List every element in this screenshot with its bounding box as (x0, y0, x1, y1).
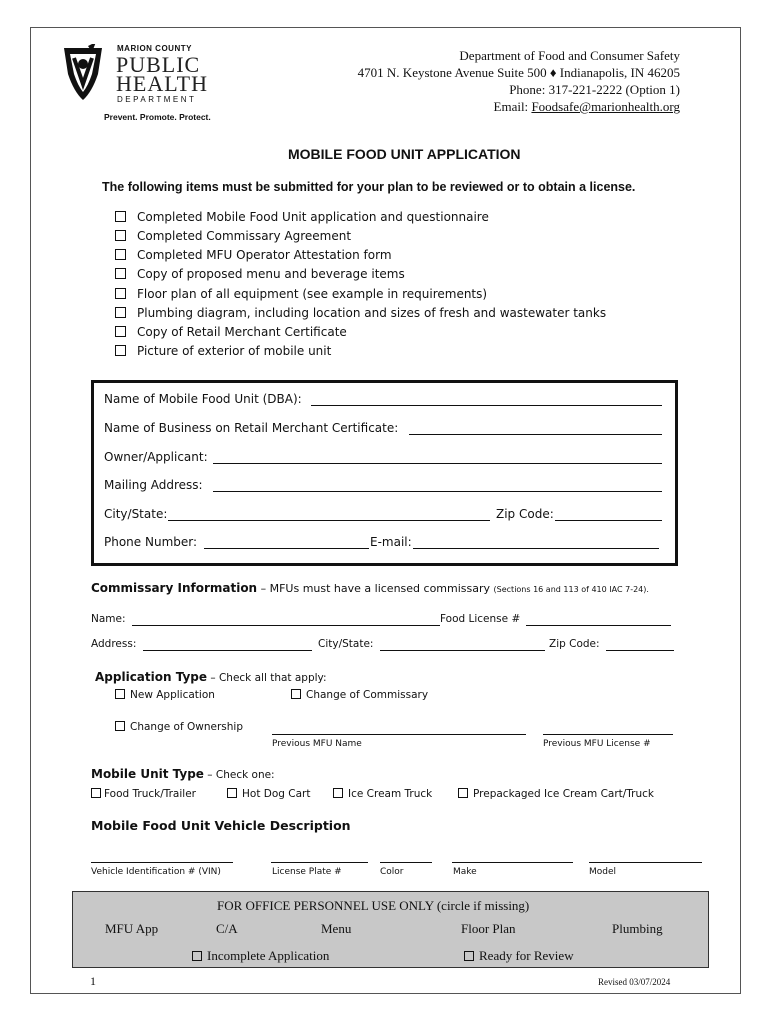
prepackaged-cart-option[interactable] (458, 788, 654, 800)
business-name-label: Name of Business on Retail Merchant Certificate: (104, 421, 399, 435)
ice-cream-truck-label: Ice Cream Truck (348, 788, 433, 800)
checklist-item[interactable] (115, 210, 489, 224)
logo-county: MARION COUNTY (117, 44, 192, 53)
application-type-heading: Application Type (95, 670, 208, 684)
logo-public: PUBLIC (116, 52, 201, 77)
commissary-heading: Commissary Information (91, 581, 258, 595)
business-name-field[interactable] (409, 434, 662, 435)
commissary-city-label: City/State: (318, 638, 374, 650)
ready-for-review-label: Ready for Review (479, 948, 574, 963)
city-state-field[interactable] (168, 520, 490, 521)
checklist-item-label: Copy of proposed menu and beverage items (137, 267, 405, 281)
commissary-desc: – MFUs must have a licensed commissary (257, 582, 494, 595)
prepackaged-cart-label: Prepackaged Ice Cream Cart/Truck (473, 788, 655, 800)
commissary-city-field[interactable] (380, 650, 545, 651)
logo-health: HEALTH (116, 71, 208, 96)
change-ownership-label: Change of Ownership (130, 721, 243, 733)
header-email-line (494, 99, 680, 115)
commissary-address-field[interactable] (143, 650, 312, 651)
revised-date: Revised 03/07/2024 (598, 977, 671, 987)
change-commissary-label: Change of Commissary (306, 689, 429, 701)
header-email-link[interactable]: Foodsafe@marionhealth.org (531, 99, 680, 114)
previous-mfu-name-caption: Previous MFU Name (272, 739, 362, 749)
model-caption: Model (589, 867, 617, 877)
page-title: MOBILE FOOD UNIT APPLICATION (288, 146, 521, 162)
checklist-item-label: Copy of Retail Merchant Certificate (137, 325, 347, 339)
checkbox-icon (115, 288, 126, 299)
checklist-item[interactable] (115, 248, 392, 262)
ready-for-review-option[interactable] (464, 948, 574, 964)
office-item-menu: Menu (321, 921, 352, 936)
city-state-label: City/State: (104, 507, 168, 521)
checklist-item[interactable] (115, 306, 606, 320)
checkbox-icon (115, 721, 125, 731)
vehicle-description-heading: Mobile Food Unit Vehicle Description (91, 818, 351, 833)
color-caption: Color (380, 867, 404, 877)
model-field[interactable] (589, 862, 702, 863)
checklist-item-label: Completed Commissary Agreement (137, 229, 352, 243)
vin-caption: Vehicle Identification # (VIN) (91, 867, 221, 877)
hot-dog-cart-option[interactable] (227, 788, 311, 800)
checklist-item-label: Picture of exterior of mobile unit (137, 344, 332, 358)
checkbox-icon (291, 689, 301, 699)
incomplete-application-label: Incomplete Application (207, 948, 330, 963)
license-plate-field[interactable] (271, 862, 368, 863)
zip-label: Zip Code: (496, 507, 554, 521)
make-field[interactable] (452, 862, 573, 863)
office-item-mfu-app: MFU App (105, 921, 159, 936)
unit-type-heading: Mobile Unit Type (91, 767, 204, 781)
checkbox-icon (333, 788, 343, 798)
checkbox-icon (115, 326, 126, 337)
new-application-option[interactable] (115, 689, 215, 701)
application-type-heading-line (95, 670, 327, 684)
make-caption: Make (453, 867, 477, 877)
header-department: Department of Food and Consumer Safety (459, 48, 680, 63)
checkbox-icon (458, 788, 468, 798)
checklist-item-label: Completed MFU Operator Attestation form (137, 248, 392, 262)
food-truck-option[interactable] (91, 788, 196, 800)
checkbox-icon (115, 268, 126, 279)
hot-dog-cart-label: Hot Dog Cart (242, 788, 311, 800)
checkbox-icon (115, 689, 125, 699)
email-label: E-mail: (370, 535, 412, 549)
mailing-address-field[interactable] (213, 491, 662, 492)
owner-label: Owner/Applicant: (104, 450, 208, 464)
checkbox-icon (91, 788, 101, 798)
page-number: 1 (90, 974, 96, 988)
license-plate-caption: License Plate # (272, 867, 342, 877)
checkbox-icon (115, 345, 126, 356)
checklist-item[interactable] (115, 229, 351, 243)
checkbox-icon (115, 211, 126, 222)
checklist-item[interactable] (115, 344, 331, 358)
commissary-note: (Sections 16 and 113 of 410 IAC 7-24). (493, 585, 649, 594)
checkbox-icon (115, 230, 126, 241)
incomplete-application-option[interactable] (192, 948, 329, 964)
checkbox-icon (192, 951, 202, 961)
dba-field[interactable] (311, 405, 662, 406)
checkbox-icon (115, 249, 126, 260)
commissary-zip-field[interactable] (606, 650, 674, 651)
office-item-ca: C/A (216, 921, 238, 936)
commissary-name-field[interactable] (132, 625, 440, 626)
previous-mfu-name-field[interactable] (272, 734, 526, 735)
logo-tagline: Prevent. Promote. Protect. (104, 112, 211, 122)
checklist-item[interactable] (115, 287, 487, 301)
commissary-heading-line (91, 581, 649, 595)
unit-type-desc: – Check one: (203, 769, 275, 781)
ice-cream-truck-option[interactable] (333, 788, 432, 800)
checklist-item[interactable] (115, 325, 347, 339)
change-ownership-option[interactable] (115, 721, 243, 733)
mailing-address-label: Mailing Address: (104, 478, 203, 492)
shield-emblem-icon (62, 44, 104, 104)
food-truck-label: Food Truck/Trailer (104, 788, 196, 800)
office-item-plumbing: Plumbing (612, 921, 663, 936)
color-field[interactable] (380, 862, 432, 863)
logo-department: DEPARTMENT (117, 95, 197, 104)
application-type-desc: – Check all that apply: (207, 672, 327, 684)
unit-type-heading-line (91, 767, 275, 781)
previous-mfu-license-field[interactable] (543, 734, 673, 735)
checkbox-icon (464, 951, 474, 961)
change-commissary-option[interactable] (291, 689, 428, 701)
checklist-item[interactable] (115, 267, 405, 281)
dba-label: Name of Mobile Food Unit (DBA): (104, 392, 302, 406)
phone-field[interactable] (204, 548, 369, 549)
header-address: 4701 N. Keystone Avenue Suite 500 ♦ Indianapolis, IN 46205 (357, 65, 680, 80)
office-item-floor-plan: Floor Plan (461, 921, 516, 936)
previous-mfu-license-caption: Previous MFU License # (543, 739, 651, 749)
zip-field[interactable] (555, 520, 662, 521)
checkbox-icon (115, 307, 126, 318)
commissary-address-label: Address: (91, 638, 137, 650)
header-phone: Phone: 317-221-2222 (Option 1) (509, 82, 680, 97)
vin-field[interactable] (91, 862, 233, 863)
checkbox-icon (227, 788, 237, 798)
email-field[interactable] (413, 548, 659, 549)
commissary-name-label: Name: (91, 613, 126, 625)
owner-field[interactable] (213, 463, 662, 464)
health-department-logo (62, 42, 232, 122)
office-use-heading: FOR OFFICE PERSONNEL USE ONLY (circle if missing) (217, 898, 530, 913)
food-license-label: Food License # (440, 613, 521, 625)
checklist-item-label: Completed Mobile Food Unit application and questionnaire (137, 210, 489, 224)
header-email-label: Email: (493, 99, 532, 114)
checklist-item-label: Plumbing diagram, including location and sizes of fresh and wastewater tanks (137, 306, 607, 320)
new-application-label: New Application (130, 689, 215, 701)
commissary-zip-label: Zip Code: (549, 638, 600, 650)
checklist-item-label: Floor plan of all equipment (see example in requirements) (137, 287, 488, 301)
page-subtitle: The following items must be submitted for your plan to be reviewed or to obtain a license. (102, 180, 636, 194)
food-license-field[interactable] (526, 625, 671, 626)
phone-label: Phone Number: (104, 535, 198, 549)
